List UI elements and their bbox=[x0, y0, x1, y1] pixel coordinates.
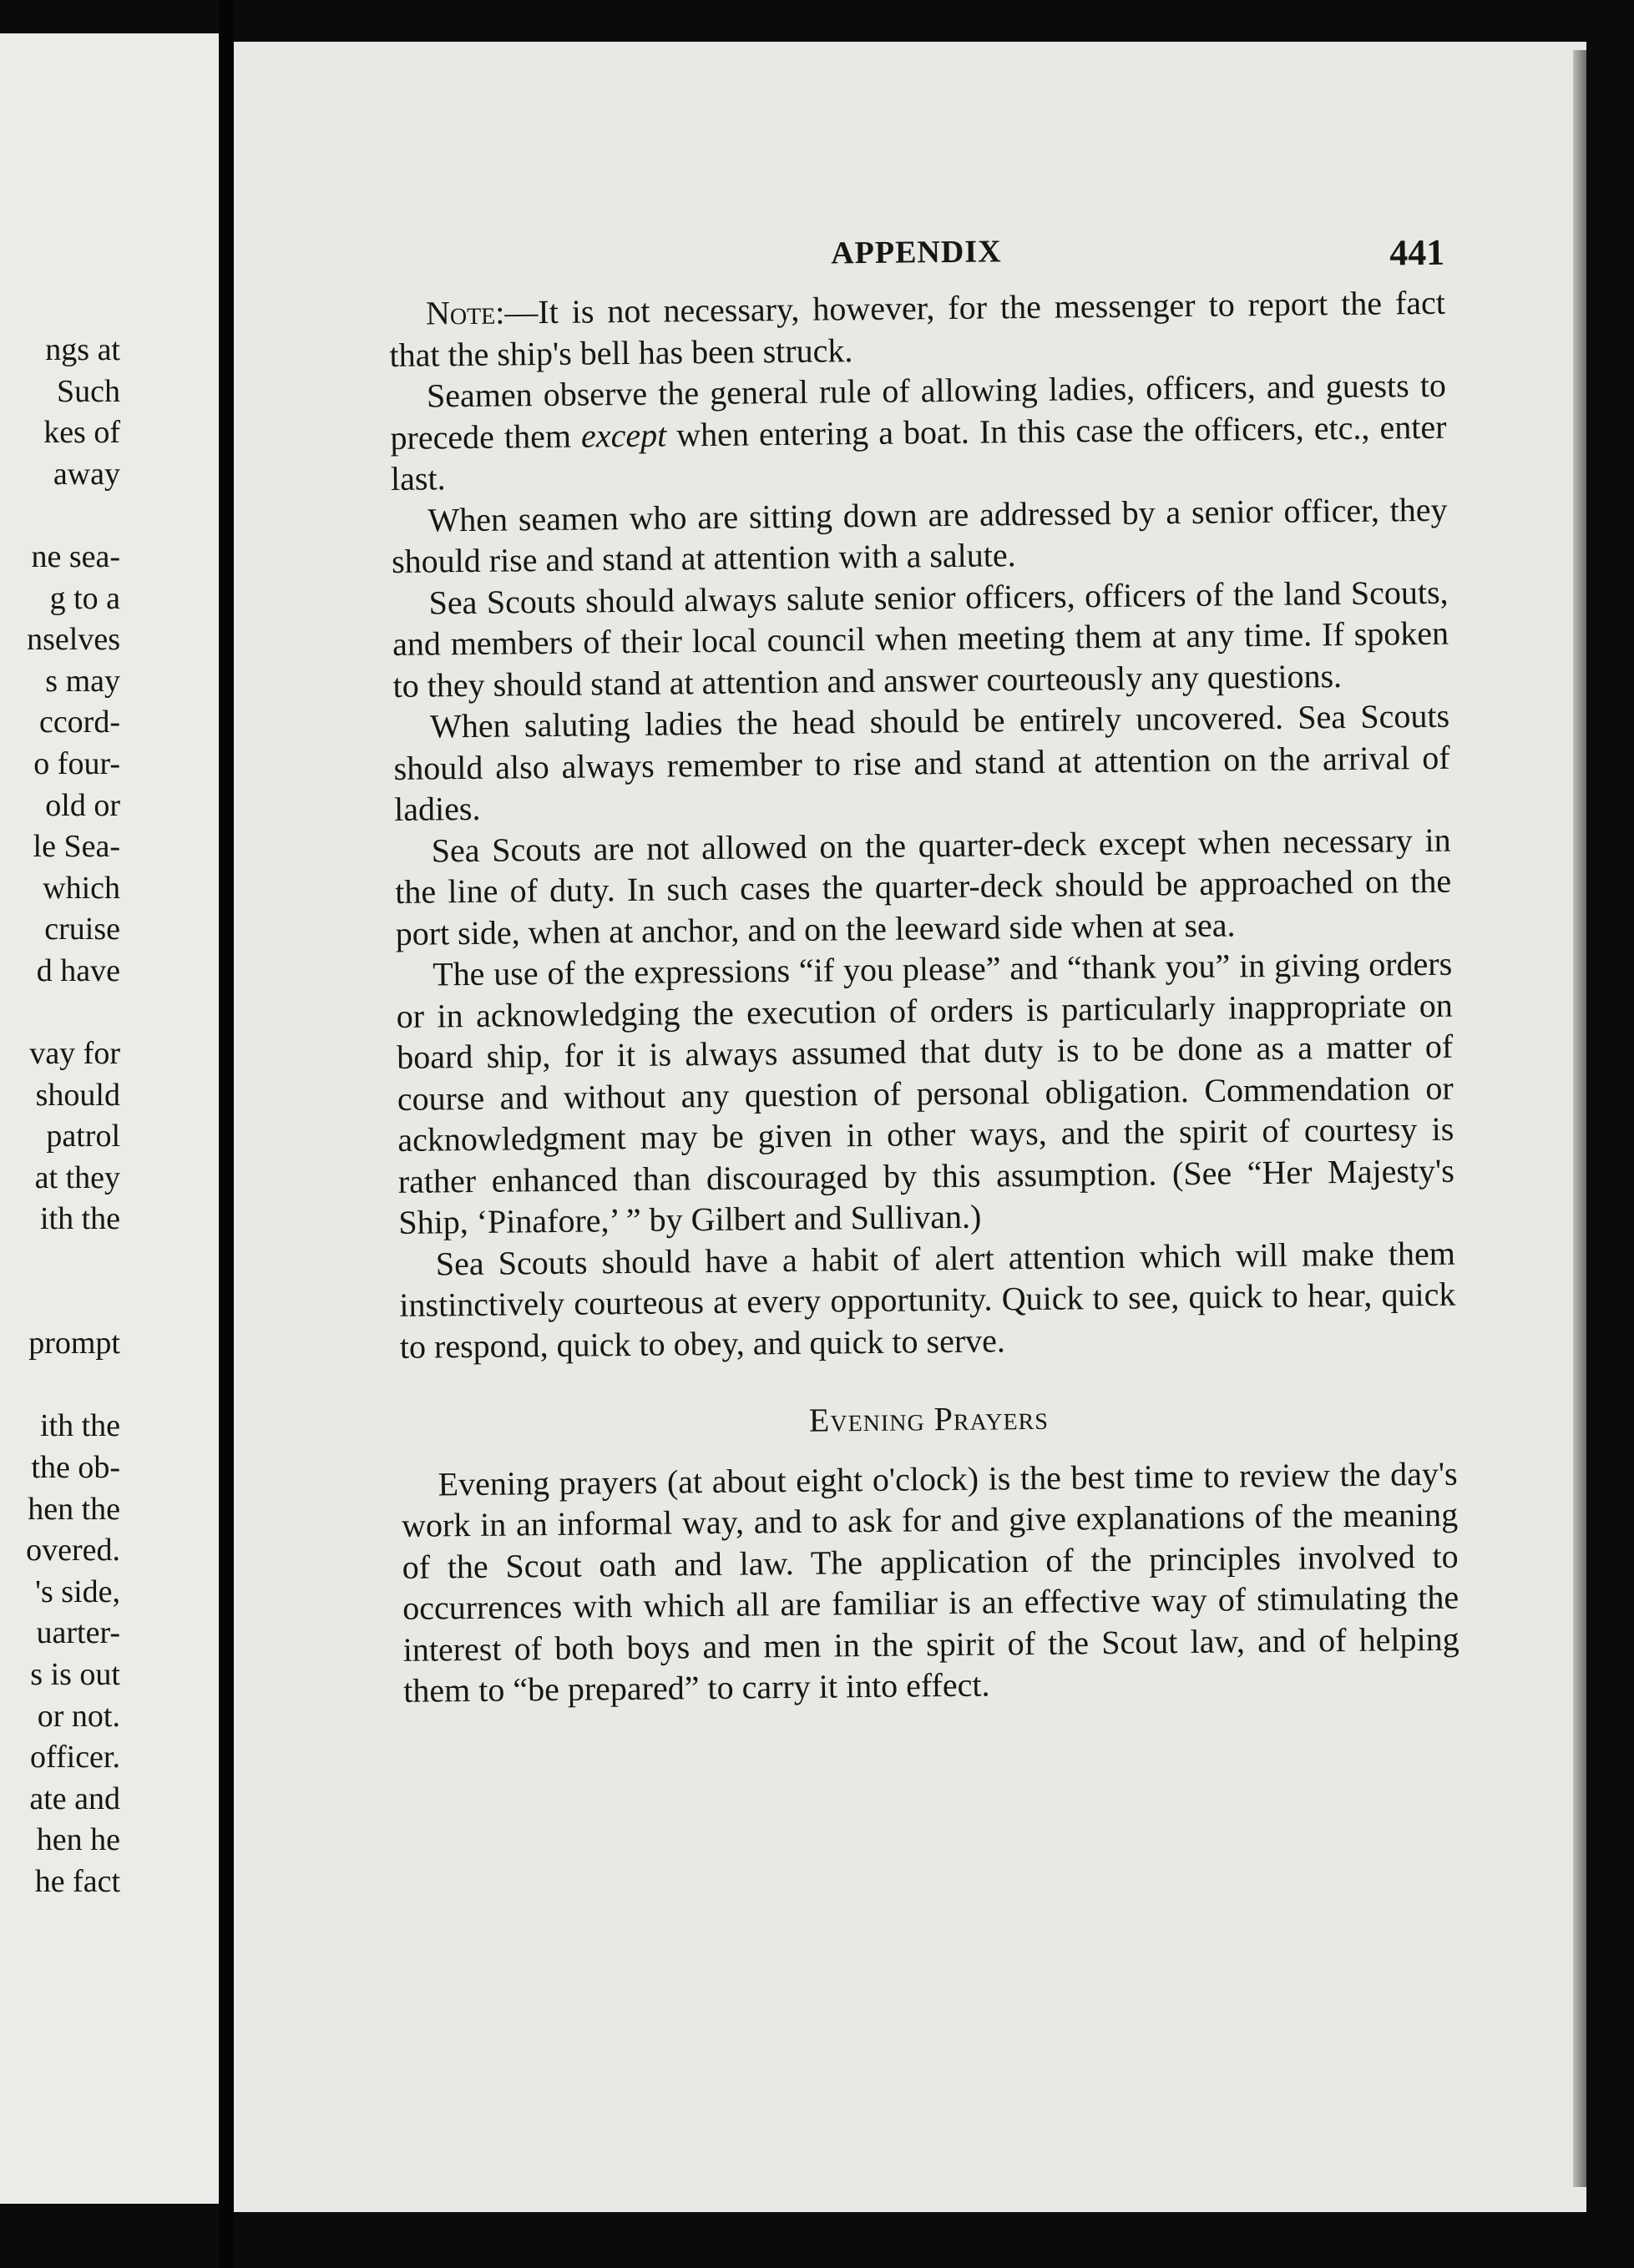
paragraph-rise: When seamen who are sitting down are addressed by a senior officer, they should rise and stand at attention with a salute. bbox=[391, 490, 1448, 580]
book-gutter bbox=[219, 0, 234, 2268]
precedence-text-start: Seamen observe the general rule of allowing ladies, officers, and guests to precede them bbox=[390, 366, 1447, 457]
section-heading: Evening Prayers bbox=[808, 1398, 1050, 1439]
note-lead: Note bbox=[425, 293, 496, 332]
left-page-text-fragments: ngs at Such kes of away ne sea- g to a nselves s may ccord- o four- old or le Sea- which cruise d have vay for should patrol at they ith the prompt ith the the ob- hen the overed. 's side, uarter- s is out or not. officer. ate and hen he he fact bbox=[26, 332, 120, 1899]
running-head bbox=[388, 227, 1445, 290]
left-page bbox=[0, 33, 219, 2204]
paragraph-evening-prayers: Evening prayers (at about eight o'clock) is the best time to review the day's work in an informal way, and to ask for and give explanations of the meaning of the Scout oath and law. The application of the principles involved to occurrences with which all are familiar is an effective way of stimulating the interest of both boys and men in the spirit of the Scout law, and of helping them to “be prepared” to carry it into effect. bbox=[401, 1454, 1459, 1710]
page-content bbox=[388, 227, 1459, 1712]
paragraph-attention: Sea Scouts should have a habit of alert attention which will make them instinctively courteous at every opportunity. Quick to see, quick to hear, quick to respond, quick to obey, and quick to serve. bbox=[399, 1234, 1456, 1366]
page-number: 441 bbox=[1389, 231, 1445, 274]
note-text: :—It is not necessary, however, for the messenger to report the fact that the ship's bell has been struck. bbox=[389, 283, 1446, 374]
paragraph-expressions: The use of the expressions “if you please” and “thank you” in giving orders or in acknowledging the execution of orders is particularly inappropriate on board ship, for it is always assumed that duty is to be done as a matter of course and without any question of personal obligation. Commendation or acknowledgment may be given in other ways, and the spirit of courtesy is rather enhanced than discouraged by this assumption. (See “Her Majesty's Ship, ‘Pinafore,’ ” by Gilbert and Sullivan.) bbox=[396, 944, 1454, 1241]
precedence-text-end: when entering a boat. In this case the officers, etc., enter last. bbox=[390, 407, 1447, 498]
page-edge-shadow bbox=[1573, 50, 1586, 2187]
paragraph-note bbox=[389, 282, 1446, 376]
paragraph-salute: Sea Scouts should always salute senior officers, officers of the land Scouts, and members of their local council when meeting them at any time. If spoken to they should stand at attention and answer courteously any questions. bbox=[392, 573, 1449, 705]
running-title: APPENDIX bbox=[831, 234, 1002, 271]
paragraph-quarter-deck: Sea Scouts are not allowed on the quarter-deck except when necessary in the line of duty. In such cases the quarter-deck should be approached on the port side, when at anchor, and on the leeward side when at sea. bbox=[394, 821, 1452, 952]
paragraph-ladies: When saluting ladies the head should be entirely uncovered. Sea Scouts should also always remember to rise and stand at attention on the arrival of ladies. bbox=[393, 696, 1450, 828]
emphasis-except: except bbox=[580, 416, 667, 455]
paragraph-precedence bbox=[390, 365, 1447, 500]
